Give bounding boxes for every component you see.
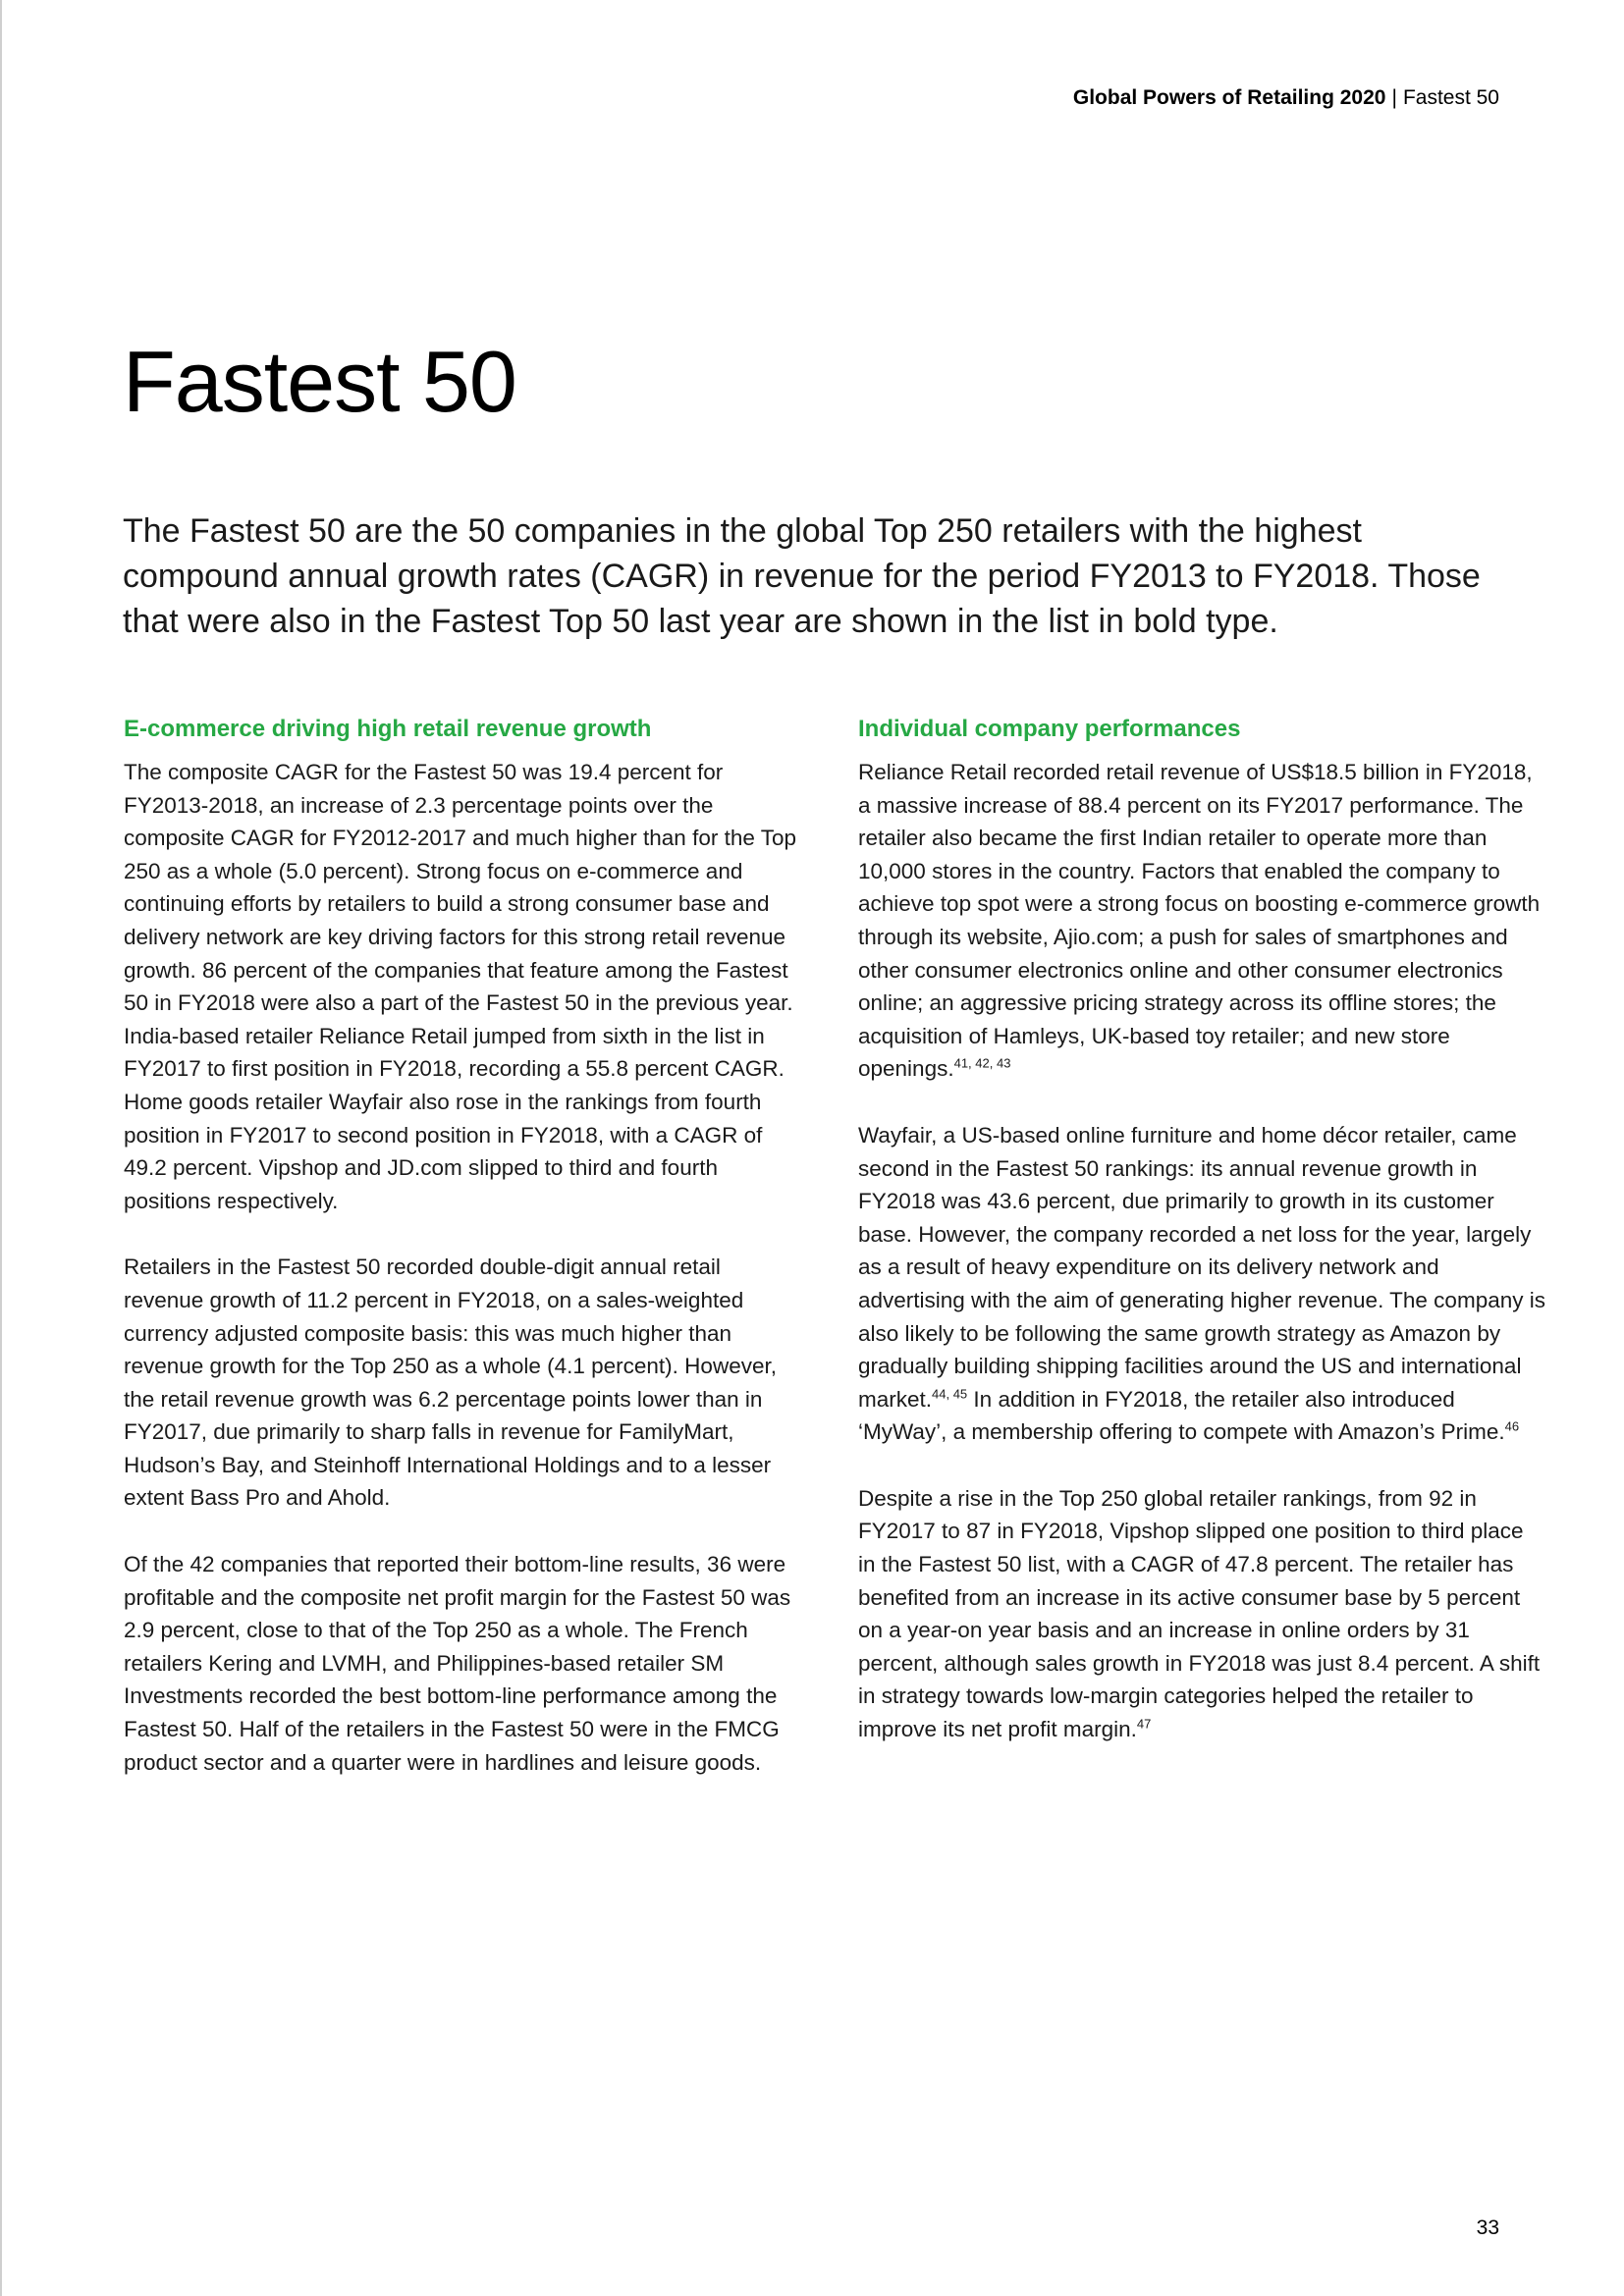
footnote-ref: 44, 45 xyxy=(932,1386,968,1402)
right-paragraph-3-text: Despite a rise in the Top 250 global retailer rankings, from 92 in FY2017 to 87 in FY2018, Vipshop slipped one position to third place in the Fastest 50 list, with a CAGR of 47.8 percent. The retailer has benefited from an increase in its active consumer base by 5 percent on a year-on year basis and an increase in online orders by 31 percent, although sales growth in FY2018 was just 8.4 percent. A shift in strategy towards low-margin categories helped the retailer to improve its net profit margin. xyxy=(858,1485,1541,1742)
right-paragraph-2-text-a: Wayfair, a US-based online furniture and home décor retailer, came second in the Fastest 50 rankings: its annual revenue growth in FY2018 was 43.6 percent, due primarily to growth in its customer base. However, the company recorded a net loss for the year, largely as a result of heavy expenditure on its delivery network and advertising with the aim of generating higher revenue. The company is also likely to be following the same growth strategy as Amazon by gradually building shipping facilities around the US and international market. xyxy=(858,1122,1545,1412)
header-section: Fastest 50 xyxy=(1402,86,1499,109)
footnote-ref: 47 xyxy=(1136,1716,1152,1732)
right-paragraph-3 xyxy=(858,1482,1545,1746)
right-paragraph-1 xyxy=(858,756,1545,1086)
right-paragraph-2 xyxy=(858,1119,1545,1449)
left-column xyxy=(124,713,801,1812)
intro-paragraph: The Fastest 50 are the 50 companies in the global Top 250 retailers with the highest compound annual growth rates (CAGR) in revenue for the period FY2013 to FY2018. Those that were also in the Fastest Top 50 last year are shown in the list in bold type. xyxy=(123,512,1481,640)
page-edge-rule xyxy=(0,0,2,2296)
left-paragraph-3: Of the 42 companies that reported their bottom-line results, 36 were profitable and the composite net profit margin for the Fastest 50 was 2.9 percent, close to that of the Top 250 as a whole. The French retailers Kering and LVMH, and Philippines-based retailer SM Investments recorded the best bottom-line performance among the Fastest 50. Half of the retailers in the Fastest 50 were in the FMCG product sector and a quarter were in hardlines and leisure goods. xyxy=(124,1552,791,1775)
header-publication: Global Powers of Retailing 2020 xyxy=(1072,86,1386,109)
right-paragraph-2-text-b: In addition in FY2018, the retailer also introduced ‘MyWay’, a membership offering to compete with Amazon’s Prime. xyxy=(858,1386,1505,1445)
left-paragraph-2: Retailers in the Fastest 50 recorded double-digit annual retail revenue growth of 11.2 percent in FY2018, on a sales-weighted currency adjusted composite basis: this was much higher than revenue growth for the Top 250 as a whole (4.1 percent). However, the retail revenue growth was 6.2 percentage points lower than in FY2017, due primarily to sharp falls in revenue for FamilyMart, Hudson’s Bay, and Steinhoff International Holdings and to a lesser extent Bass Pro and Ahold. xyxy=(124,1255,777,1511)
footnote-ref: 46 xyxy=(1504,1418,1520,1434)
right-column xyxy=(858,713,1545,1780)
right-column-heading: Individual company performances xyxy=(858,716,1241,742)
left-paragraph-1: The composite CAGR for the Fastest 50 was 19.4 percent for FY2013-2018, an increase of 2.3 percentage points over the composite CAGR for FY2012-2017 and much higher than for the Top 250 as a whole (5.0 percent). Strong focus on e-commerce and continuing efforts by retailers to build a strong consumer base and delivery network are key driving factors for this strong retail revenue growth. 86 percent of the companies that feature among the Fastest 50 in FY2018 were also a part of the Fastest 50 in the previous year. India-based retailer Reliance Retail jumped from sixth in the list in FY2017 to first position in FY2018, recording a 55.8 percent CAGR. Home goods retailer Wayfair also rose in the rankings from fourth position in FY2017 to second position in FY2018, with a CAGR of 49.2 percent. Vipshop and JD.com slipped to third and fourth positions respectively. xyxy=(124,760,796,1213)
page-title: Fastest 50 xyxy=(123,333,516,430)
header-separator: | xyxy=(1391,86,1397,109)
page-number: 33 xyxy=(1476,2216,1499,2239)
left-column-heading: E-commerce driving high retail revenue growth xyxy=(124,716,652,742)
right-paragraph-1-text: Reliance Retail recorded retail revenue of US$18.5 billion in FY2018, a massive increase of 88.4 percent on its FY2017 performance. The retailer also became the first Indian retailer to operate more than 10,000 stores in the country. Factors that enabled the company to achieve top spot were a strong focus on boosting e-commerce growth through its website, Ajio.com; a push for sales of smartphones and other consumer electronics online and other consumer electronics online; an aggressive pricing strategy across its offline stores; the acquisition of Hamleys, UK-based toy retailer; and new store openings. xyxy=(858,760,1541,1082)
footnote-ref: 41, 42, 43 xyxy=(953,1055,1011,1071)
running-header xyxy=(1073,86,1499,110)
